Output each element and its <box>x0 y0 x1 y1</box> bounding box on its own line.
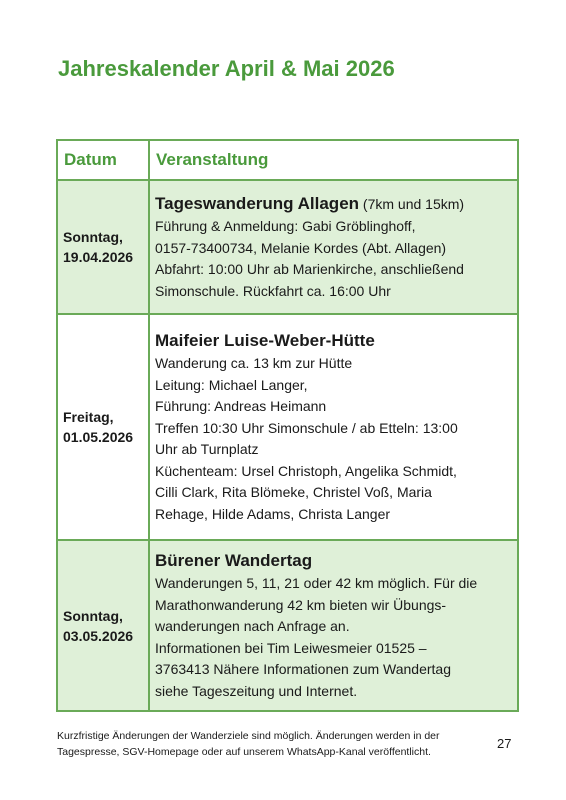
footer-note <box>57 728 477 760</box>
event-line: siehe Tageszeitung und Internet. <box>155 682 358 699</box>
weekday: Freitag, <box>63 409 114 425</box>
table-row <box>57 540 518 711</box>
event-title-extra: (7km und 15km) <box>359 196 465 212</box>
event-line: 3763413 Nähere Informationen zum Wandertag <box>155 661 451 677</box>
event-date <box>57 180 149 314</box>
footer-line: Kurzfristige Änderungen der Wanderziele sind möglich. Änderungen werden in der <box>57 730 440 742</box>
event-date <box>57 540 149 711</box>
event-title: Bürener Wandertag <box>155 551 313 570</box>
event-line: Cilli Clark, Rita Blömeke, Christel Voß, Maria <box>155 484 432 500</box>
table-row <box>57 314 518 540</box>
date-value: 19.04.2026 <box>63 249 134 265</box>
event-line: Treffen 10:30 Uhr Simonschule / ab Etteln: 13:00 <box>155 419 458 436</box>
event-line: Uhr ab Turnplatz <box>155 441 259 457</box>
event-calendar-table <box>56 139 519 712</box>
event-line: Wanderungen 5, 11, 21 oder 42 km möglich. Für die <box>155 575 478 591</box>
header-event: Veranstaltung <box>149 140 518 180</box>
date-value: 01.05.2026 <box>63 429 134 445</box>
event-line: wanderungen nach Anfrage an. <box>155 618 350 634</box>
date-value: 03.05.2026 <box>63 627 134 644</box>
table-header-row <box>57 140 518 180</box>
event-line: Rehage, Hilde Adams, Christa Langer <box>155 505 391 522</box>
event-details <box>149 180 518 314</box>
event-line: Abfahrt: 10:00 Uhr ab Marienkirche, anschließend <box>155 261 464 277</box>
page-title: Jahreskalender April & Mai 2026 <box>58 56 395 81</box>
weekday: Sonntag, <box>63 229 123 245</box>
weekday: Sonntag, <box>63 607 123 624</box>
event-line: Marathonwanderung 42 km bieten wir Übungs- <box>155 596 447 613</box>
event-line: Wanderung ca. 13 km zur Hütte <box>155 355 353 371</box>
event-line: Küchenteam: Ursel Christoph, Angelika Schmidt, <box>155 462 457 479</box>
event-line: Informationen bei Tim Leiwesmeier 01525 – <box>155 639 427 656</box>
event-title: Tageswanderung Allagen <box>155 194 360 213</box>
event-line: Leitung: Michael Langer, <box>155 376 308 393</box>
event-line: Führung: Andreas Heimann <box>155 398 327 414</box>
event-details <box>149 314 518 540</box>
footer-line: Tagespresse, SGV-Homepage oder auf unserem WhatsApp-Kanal veröffentlicht. <box>57 746 431 758</box>
page-number: 27 <box>497 736 512 751</box>
event-date <box>57 314 149 540</box>
event-line: 0157-73400734, Melanie Kordes (Abt. Allagen) <box>155 239 447 256</box>
header-date: Datum <box>57 140 149 180</box>
event-title: Maifeier Luise-Weber-Hütte <box>155 331 375 350</box>
table-row <box>57 180 518 314</box>
event-details <box>149 540 518 711</box>
event-line: Simonschule. Rückfahrt ca. 16:00 Uhr <box>155 282 391 299</box>
event-line: Führung & Anmeldung: Gabi Gröblinghoff, <box>155 218 416 234</box>
